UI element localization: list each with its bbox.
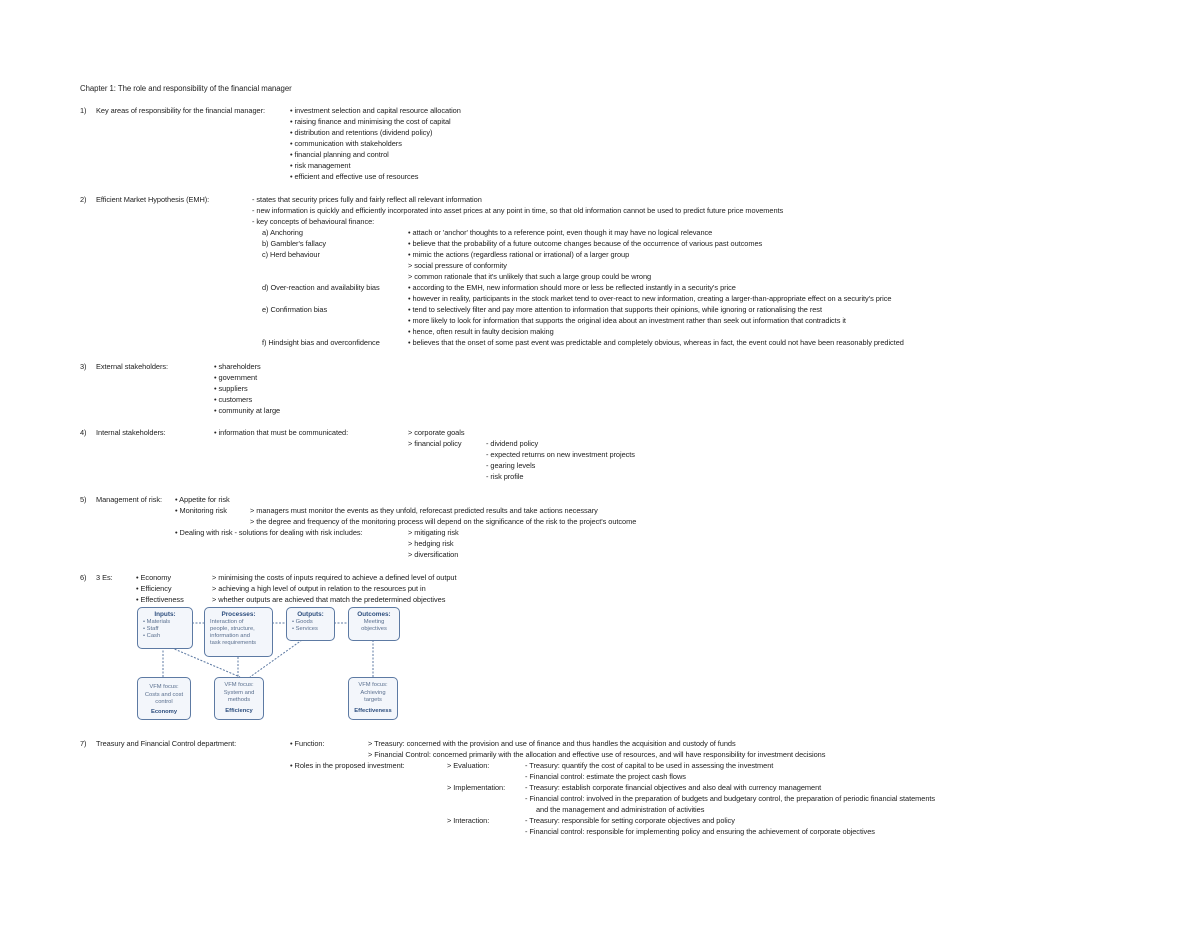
vfm-economy-box (137, 677, 191, 720)
list-item: • government (214, 373, 258, 382)
box-title: VFM focus: (149, 684, 179, 690)
info-lead: • information that must be communicated: (214, 428, 349, 437)
section-heading-responsibilities: Key areas of responsibility for the financial manager: (96, 106, 266, 115)
emh-line: - new information is quickly and efficiently incorporated into asset prices at any point in time, so that old information cannot be used to predict future price movements (252, 206, 784, 215)
emh-line: - states that security prices fully and fairly reflect all relevant information (252, 195, 482, 204)
concept-note: > social pressure of conformity (408, 261, 507, 270)
section-number: 5) (80, 495, 87, 504)
emh-line: - key concepts of behavioural finance: (252, 217, 375, 226)
list-item: • distribution and retentions (dividend policy) (290, 128, 433, 137)
concept-note: • attach or 'anchor' thoughts to a reference point, even though it may have no logical relevance (408, 228, 713, 237)
vfm-efficiency-box (214, 677, 264, 720)
section-number: 1) (80, 106, 87, 115)
list-item: - Financial control: responsible for implementing policy and ensuring the achievement of corporate objectives (525, 827, 875, 836)
list-item: - gearing levels (486, 461, 536, 470)
list-item: • suppliers (214, 384, 248, 393)
list-item: > achieving a high level of output in relation to the resources put in (212, 584, 426, 593)
list-item: - Treasury: responsible for setting corporate objectives and policy (525, 816, 735, 825)
section-number: 7) (80, 739, 87, 748)
concept-label-confirmation-bias: e) Confirmation bias (262, 305, 328, 314)
list-item: • customers (214, 395, 253, 404)
concept-note: • according to the EMH, new information should more or less be reflected instantly in a security's price (408, 283, 736, 292)
outcomes-box (348, 607, 400, 641)
box-footer: Economy (150, 709, 178, 715)
list-item: > Financial Control: concerned primarily with the allocation and effective use of resources, and will have responsibility for investment decisions (368, 750, 826, 759)
box-title: Processes: (221, 611, 256, 618)
concept-label-herd-behaviour: c) Herd behaviour (262, 250, 320, 259)
list-item: - Treasury: quantify the cost of capital to be used in assessing the investment (525, 761, 774, 770)
list-item: > mitigating risk (408, 528, 459, 537)
box-title: VFM focus: (358, 682, 388, 688)
list-item: - expected returns on new investment projects (486, 450, 635, 459)
processes-box (204, 607, 273, 657)
concept-label-gamblers-fallacy: b) Gambler's fallacy (262, 239, 327, 248)
list-item: > Treasury: concerned with the provision and use of finance and thus handles the acquisition and custody of funds (368, 739, 736, 748)
list-item: • risk management (290, 161, 351, 170)
list-item: - Financial control: estimate the project cash flows (525, 772, 686, 781)
concept-label-over-reaction: d) Over-reaction and availability bias (262, 283, 380, 292)
section-heading-internal-stakeholders: Internal stakeholders: (96, 428, 166, 437)
list-item: • Efficiency (136, 584, 172, 593)
list-item: • Function: (290, 739, 325, 748)
section-number: 6) (80, 573, 87, 582)
concept-note: • tend to selectively filter and pay more attention to information that supports their opinions, while ignoring or rationalising the rest (408, 305, 822, 314)
outputs-box (286, 607, 335, 641)
box-body: • Materials • Staff • Cash (143, 619, 171, 639)
list-item: • investment selection and capital resource allocation (290, 106, 461, 115)
list-item: > managers must monitor the events as they unfold, reforecast predicted results and take actions necessary (250, 506, 598, 515)
concept-label-hindsight-bias: f) Hindsight bias and overconfidence (262, 338, 380, 347)
list-item: - Treasury: establish corporate financial objectives and also deal with currency management (525, 783, 822, 792)
list-item: • Effectiveness (136, 595, 184, 604)
list-item: • communication with stakeholders (290, 139, 402, 148)
concept-note: • believes that the onset of some past event was predictable and completely obvious, whereas in fact, the event could not have been reasonably predicted (408, 338, 904, 347)
section-heading-external-stakeholders: External stakeholders: (96, 362, 169, 371)
list-item: > hedging risk (408, 539, 454, 548)
list-item: • Dealing with risk - solutions for dealing with risk includes: (175, 528, 363, 537)
section-heading-emh: Efficient Market Hypothesis (EMH): (96, 195, 210, 204)
list-item: • financial planning and control (290, 150, 389, 159)
box-footer: Effectiveness (354, 708, 392, 714)
list-item: > Interaction: (447, 816, 490, 825)
list-item: > the degree and frequency of the monitoring process will depend on the significance of the risk to the project's outcome (250, 517, 637, 526)
list-item: • shareholders (214, 362, 261, 371)
list-item: - Financial control: involved in the preparation of budgets and budgetary control, the preparation of periodic financial statements (525, 794, 936, 803)
concept-note: • more likely to look for information that supports the original idea about an investment rather than seek out information that contradicts it (408, 316, 846, 325)
list-item: > diversification (408, 550, 459, 559)
list-item: • Appetite for risk (175, 495, 230, 504)
concept-note: • hence, often result in faulty decision making (408, 327, 554, 336)
section-number: 4) (80, 428, 87, 437)
list-item: > Evaluation: (447, 761, 490, 770)
section-heading-3es: 3 Es: (96, 573, 113, 582)
concept-note: • however in reality, participants in the stock market tend to over-react to new information, creating a larger-than-appropriate effect on a security's price (408, 294, 892, 303)
box-title: Outcomes: (357, 611, 391, 618)
list-item: > Implementation: (447, 783, 506, 792)
section-number: 2) (80, 195, 87, 204)
concept-note: • mimic the actions (regardless rational or irrational) of a larger group (408, 250, 630, 259)
inputs-box (137, 607, 193, 649)
list-item: - risk profile (486, 472, 524, 481)
section-heading-risk: Management of risk: (96, 495, 163, 504)
list-item: > corporate goals (408, 428, 465, 437)
box-title: Inputs: (154, 611, 176, 618)
box-body: • Goods • Services (292, 619, 318, 632)
list-item: and the management and administration of activities (536, 805, 705, 814)
box-body: System and methods (223, 690, 255, 703)
section-number: 3) (80, 362, 87, 371)
box-title: Outputs: (297, 611, 324, 618)
box-title: VFM focus: (224, 682, 254, 688)
list-item: • Economy (136, 573, 171, 582)
concept-note: > common rationale that it's unlikely that such a large group could be wrong (408, 272, 652, 281)
list-item: > whether outputs are achieved that match the predetermined objectives (212, 595, 446, 604)
list-item: • efficient and effective use of resources (290, 172, 419, 181)
list-item: • community at large (214, 406, 281, 415)
section-heading-treasury: Treasury and Financial Control department: (96, 739, 237, 748)
box-body: Achieving targets (360, 690, 386, 703)
vfm-effectiveness-box (348, 677, 398, 720)
page-title: Chapter 1: The role and responsibility of the financial manager (80, 84, 292, 93)
list-item: • Roles in the proposed investment: (290, 761, 405, 770)
list-item: > financial policy (408, 439, 462, 448)
box-body: Meeting objectives (361, 619, 387, 632)
box-body: Interaction of people, structure, information and task requirements (210, 619, 257, 646)
box-footer: Efficiency (225, 708, 253, 714)
list-item: • Monitoring risk (175, 506, 227, 515)
concept-note: • believe that the probability of a future outcome changes because of the occurrence of various past outcomes (408, 239, 763, 248)
list-item: • raising finance and minimising the cost of capital (290, 117, 451, 126)
list-item: - dividend policy (486, 439, 539, 448)
concept-label-anchoring: a) Anchoring (262, 228, 303, 237)
list-item: > minimising the costs of inputs required to achieve a defined level of output (212, 573, 457, 582)
box-body: Costs and cost control (144, 692, 184, 705)
